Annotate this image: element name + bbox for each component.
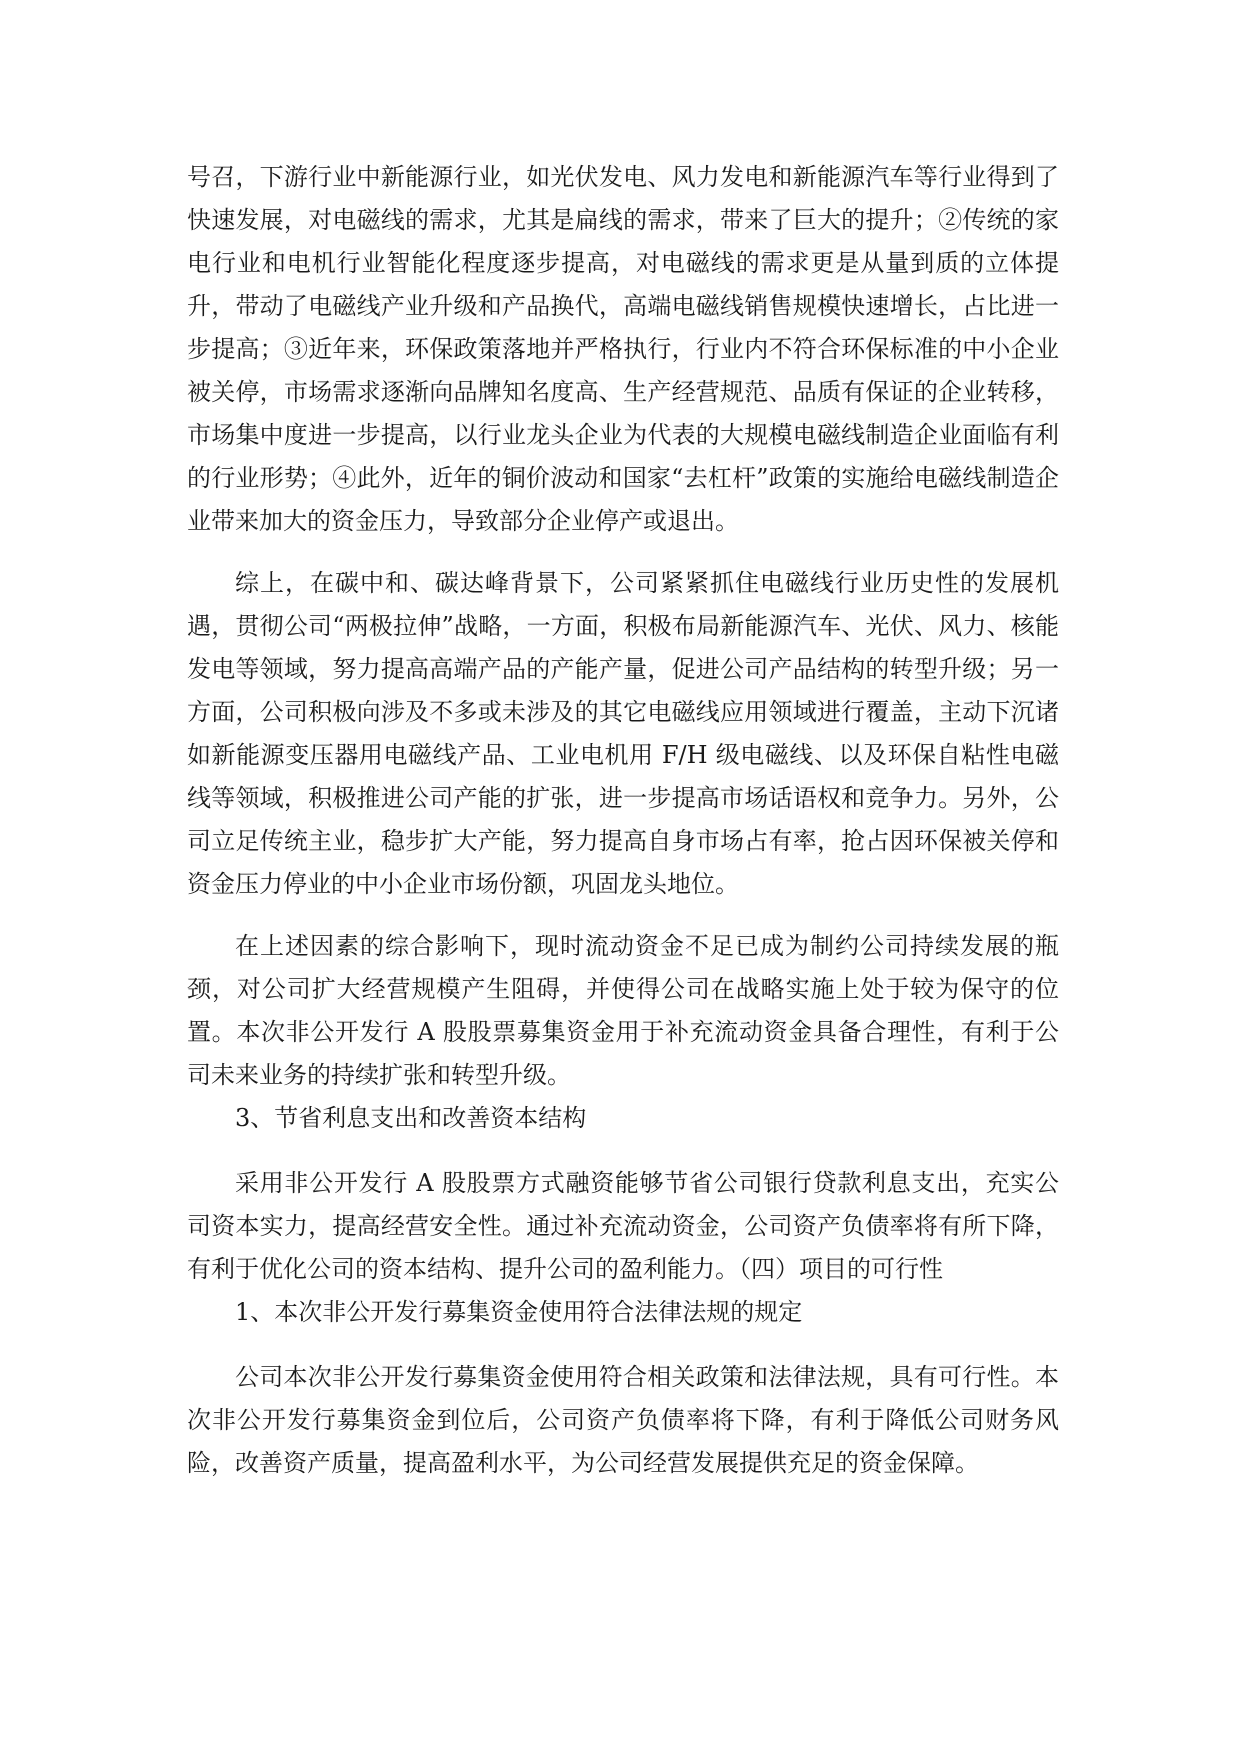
paragraph-feasibility: 公司本次非公开发行募集资金使用符合相关政策和法律法规，具有可行性。本次非公开发行募集资金到位后，公司资产负债率将下降，有利于降低公司财务风险，改善资产质量，提高盈利水平，为公司经营发展提供充足的资金保障。	[187, 1363, 1059, 1477]
document-body	[187, 156, 1059, 1485]
section-heading-interest-savings: 3、节省利息支出和改善资本结构	[235, 1104, 587, 1132]
paragraph-working-capital: 在上述因素的综合影响下，现时流动资金不足已成为制约公司持续发展的瓶颈，对公司扩大经营规模产生阻碍，并使得公司在战略实施上处于较为保守的位置。本次非公开发行 A 股股票募集资金用于补充流动资金具备合理性，有利于公司未来业务的持续扩张和转型升级。	[187, 932, 1059, 1089]
paragraph-strategy-summary: 综上，在碳中和、碳达峰背景下，公司紧紧抓住电磁线行业历史性的发展机遇，贯彻公司“两极拉伸”战略，一方面，积极布局新能源汽车、光伏、风力、核能发电等领域，努力提高高端产品的产能产量，促进公司产品结构的转型升级；另一方面，公司积极向涉及不多或未涉及的其它电磁线应用领域进行覆盖，主动下沉诸如新能源变压器用电磁线产品、工业电机用 F/H 级电磁线、以及环保自粘性电磁线等领域，积极推进公司产能的扩张，进一步提高市场话语权和竞争力。另外，公司立足传统主业，稳步扩大产能，努力提高自身市场占有率，抢占因环保被关停和资金压力停业的中小企业市场份额，巩固龙头地位。	[187, 569, 1059, 898]
paragraph-capital-structure: 采用非公开发行 A 股股票方式融资能够节省公司银行贷款利息支出，充实公司资本实力，提高经营安全性。通过补充流动资金，公司资产负债率将有所下降，有利于优化公司的资本结构、提升公司的盈利能力。（四）项目的可行性	[187, 1169, 1059, 1283]
paragraph-industry-trends: 号召，下游行业中新能源行业，如光伏发电、风力发电和新能源汽车等行业得到了快速发展，对电磁线的需求，尤其是扁线的需求，带来了巨大的提升；②传统的家电行业和电机行业智能化程度逐步提高，对电磁线的需求更是从量到质的立体提升，带动了电磁线产业升级和产品换代，高端电磁线销售规模快速增长，占比进一步提高；③近年来，环保政策落地并严格执行，行业内不符合环保标准的中小企业被关停，市场需求逐渐向品牌知名度高、生产经营规范、品质有保证的企业转移，市场集中度进一步提高，以行业龙头企业为代表的大规模电磁线制造企业面临有利的行业形势；④此外，近年的铜价波动和国家“去杠杆”政策的实施给电磁线制造企业带来加大的资金压力，导致部分企业停产或退出。	[187, 163, 1059, 535]
section-heading-legal-compliance: 1、本次非公开发行募集资金使用符合法律法规的规定	[235, 1298, 803, 1326]
